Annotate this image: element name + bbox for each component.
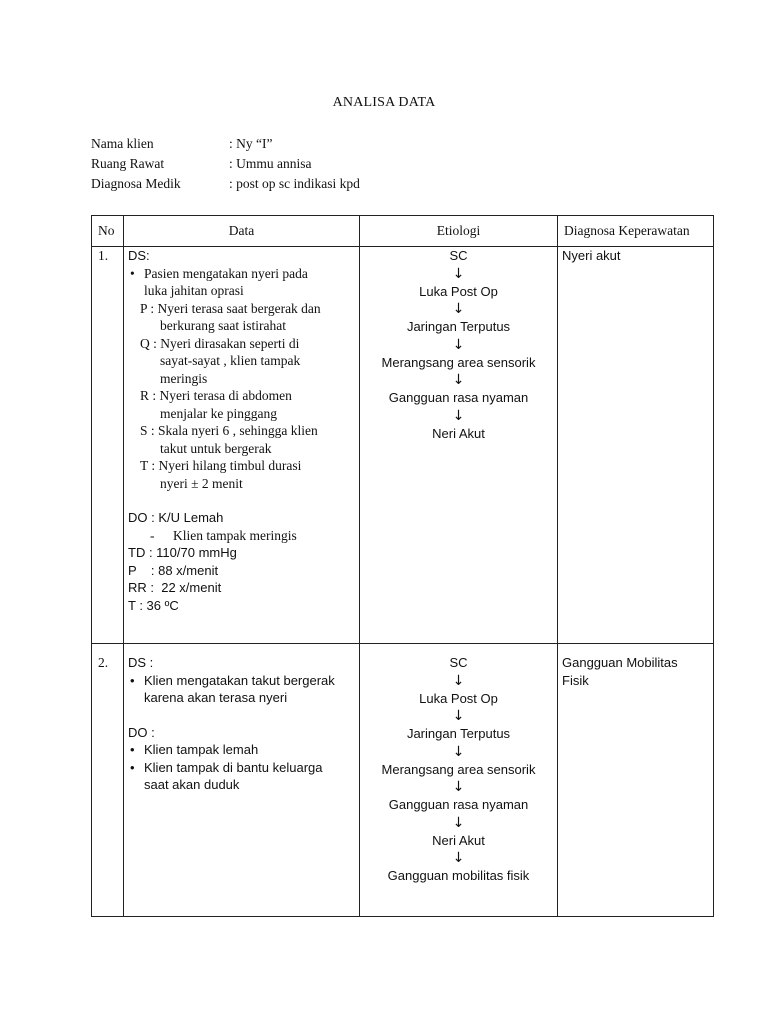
arrow-down-icon: ↓: [452, 301, 465, 317]
arrow-down-icon: ↓: [452, 336, 465, 353]
arrow-down-icon: ↓: [452, 672, 465, 689]
list-item: [128, 672, 355, 707]
table-header-row: [92, 216, 714, 247]
table-row: [92, 644, 714, 917]
vital-rr: RR : 22 x/menit: [128, 580, 222, 595]
header-data: Data: [124, 216, 360, 247]
patient-info: [91, 135, 360, 195]
analysis-table: [91, 215, 714, 917]
diagnosa-text: Gangguan Mobilitas: [562, 655, 678, 670]
etiologi-step: SC: [449, 655, 468, 670]
pqrst-t-cont: nyeri ± 2 menit: [160, 475, 243, 491]
arrow-down-icon: ↓: [452, 708, 465, 724]
diagnosa-text: Nyeri akut: [562, 248, 621, 263]
do-label: DO : K/U Lemah: [128, 510, 224, 525]
info-label: Nama klien: [91, 136, 154, 151]
etiologi-step: Merangsang area sensorik: [381, 761, 536, 777]
etiologi-step: Neri Akut: [432, 425, 485, 441]
arrow-down-icon: ↓: [452, 407, 465, 424]
row-number: 2.: [92, 644, 124, 917]
list-item-text: luka jahitan oprasi: [144, 283, 244, 298]
list-item-text: Pasien mengatakan nyeri pada: [144, 265, 308, 281]
document-title: ANALISA DATA: [332, 95, 436, 110]
list-item: [128, 759, 355, 794]
info-value: : Ny “I”: [229, 136, 273, 151]
pqrst-q: Q : Nyeri dirasakan seperti di: [140, 335, 300, 351]
etiologi-cell: [360, 247, 558, 644]
header-etiologi: Etiologi: [360, 216, 558, 247]
etiologi-step: SC: [449, 248, 468, 263]
list-item-text: Klien tampak di bantu keluarga: [144, 759, 323, 775]
etiologi-step: Jaringan Terputus: [406, 319, 511, 334]
arrow-down-icon: ↓: [452, 850, 465, 866]
diagnosa-text: Fisik: [562, 672, 589, 688]
pqrst-q-cont: sayat-sayat , klien tampak: [160, 353, 301, 368]
ds-label: DS :: [128, 655, 154, 670]
etiologi-step: Jaringan Terputus: [406, 726, 511, 741]
pqrst-block: [128, 300, 355, 493]
list-item-text: Klien tampak lemah: [144, 742, 259, 757]
row-number: 1.: [92, 247, 124, 644]
data-cell: [124, 644, 360, 917]
etiologi-step: Gangguan mobilitas fisik: [387, 868, 530, 883]
pqrst-p: P : Nyeri terasa saat bergerak dan: [140, 300, 321, 316]
etiologi-step: Gangguan rasa nyaman: [388, 390, 529, 405]
ds-label: DS:: [128, 248, 150, 263]
header-diagnosa: Diagnosa Keperawatan: [558, 216, 714, 247]
pqrst-r: R : Nyeri terasa di abdomen: [140, 388, 292, 403]
pqrst-s: S : Skala nyeri 6 , sehingga klien: [140, 423, 318, 438]
pqrst-q-cont2: meringis: [160, 370, 208, 386]
info-value: : post op sc indikasi kpd: [229, 176, 360, 191]
info-row-medical-diagnosis: [91, 175, 360, 195]
info-label: Ruang Rawat: [91, 156, 165, 171]
data-cell: [124, 247, 360, 644]
list-item: [128, 265, 355, 300]
arrow-down-icon: ↓: [452, 743, 465, 760]
pqrst-s-cont: takut untuk bergerak: [160, 440, 272, 456]
etiologi-cell: [360, 644, 558, 917]
pqrst-r-cont: menjalar ke pinggang: [160, 405, 277, 421]
table-row: [92, 247, 714, 644]
list-item: [128, 527, 355, 545]
list-item-text: Klien tampak meringis: [173, 527, 297, 543]
vital-p: P : 88 x/menit: [128, 562, 219, 578]
vital-t: T : 36 ºC: [128, 597, 179, 613]
header-no: No: [92, 216, 124, 247]
list-item-text: saat akan duduk: [144, 777, 240, 792]
arrow-down-icon: ↓: [452, 372, 465, 388]
list-item: [128, 741, 355, 759]
do-label: DO :: [128, 724, 155, 740]
info-row-patient-name: [91, 135, 360, 155]
etiologi-step: Neri Akut: [432, 832, 485, 848]
arrow-down-icon: ↓: [452, 814, 465, 831]
diagnosa-cell: [558, 247, 714, 644]
list-item-text: Klien mengatakan takut bergerak: [144, 672, 335, 688]
info-value: : Ummu annisa: [229, 156, 312, 171]
etiologi-step: Luka Post Op: [419, 690, 498, 706]
diagnosa-cell: [558, 644, 714, 917]
dash-marker: -: [150, 527, 155, 543]
etiologi-step: Gangguan rasa nyaman: [388, 797, 529, 812]
vital-td: TD : 110/70 mmHg: [128, 545, 237, 560]
pqrst-p-cont: berkurang saat istirahat: [160, 318, 286, 333]
info-label: Diagnosa Medik: [91, 176, 181, 191]
list-item-text: karena akan terasa nyeri: [144, 690, 288, 705]
arrow-down-icon: ↓: [452, 779, 465, 795]
arrow-down-icon: ↓: [452, 265, 465, 282]
info-row-ward: [91, 155, 360, 175]
pqrst-t: T : Nyeri hilang timbul durasi: [140, 458, 302, 473]
etiologi-step: Merangsang area sensorik: [381, 354, 536, 370]
etiologi-step: Luka Post Op: [419, 283, 498, 299]
